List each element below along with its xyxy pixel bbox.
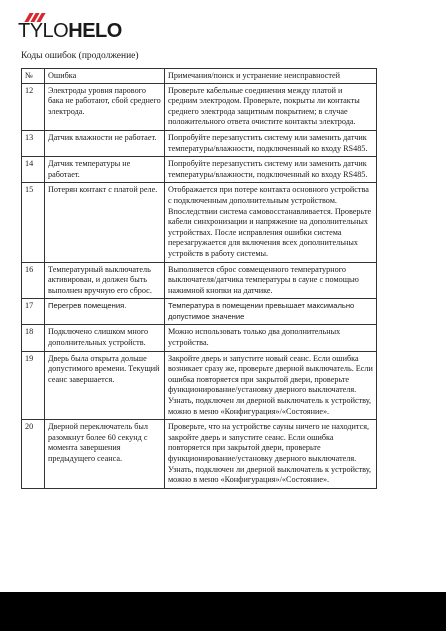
brand-wordmark (18, 21, 122, 41)
error-description-cell: Потерян контакт с платой реле. (45, 183, 165, 262)
error-number-cell: 14 (22, 157, 45, 183)
error-notes-cell: Закройте дверь и запустите новый сеанс. Если ошибка возникает сразу же, проверьте дверной выключатель. Если ошибка повторяется при закрытой двери, проверьте функционирование/установку дверного выключателя. Узнать, подключен ли дверной выключатель к устройству, можно в меню «Конфигурация»/«Состояние». (165, 351, 377, 420)
error-number-cell: 20 (22, 420, 45, 489)
error-notes-cell: Температура в помещении превышает максимально допустимое значение (165, 299, 377, 325)
error-notes-cell: Проверьте, что на устройстве сауны ничего не находится, закройте дверь и запустите сеанс. Если ошибка повторяется при закрытой двери, проверьте функционирование/установку дверного выключателя. Узнать, подключен ли дверной выключатель к устройству, можно в меню «Конфигурация»/«Состояние». (165, 420, 377, 489)
bottom-band (0, 592, 446, 631)
table-row (22, 420, 377, 489)
error-description-cell: Подключено слишком много дополнительных устройств. (45, 325, 165, 351)
error-description-cell: Температурный выключатель активирован, и должен быть выполнен вручную его сброс. (45, 262, 165, 299)
table-row (22, 325, 377, 351)
error-notes-cell: Выполняется сброс совмещенного температурного выключателя/датчика температуры в сауне с помощью нажимной кнопки на датчике. (165, 262, 377, 299)
error-description-cell: Датчик температуры не работает. (45, 157, 165, 183)
error-number-cell: 17 (22, 299, 45, 325)
error-notes-cell: Отображается при потере контакта основного устройства с подключенным дополнительным устройством. Впоследствии система самовосстанавливается. Проверьте кабели синхронизации и напряжение на дополнительных устройствах. После исправления ошибки система перезагружается для включения всех дополнительных устройств в работу системы. (165, 183, 377, 262)
table-header-row (22, 69, 377, 84)
header-number: № (22, 69, 45, 84)
error-codes-table (21, 68, 377, 489)
header-error: Ошибка (45, 69, 165, 84)
error-notes-cell: Попробуйте перезапустить систему или заменить датчик температуры/влажности, подключенный ко входу RS485. (165, 130, 377, 156)
error-number-cell: 19 (22, 351, 45, 420)
section-title: Коды ошибок (продолжение) (21, 51, 139, 61)
error-description-cell: Перегрев помещения. (45, 299, 165, 325)
error-notes-cell: Можно использовать только два дополнительных устройства. (165, 325, 377, 351)
error-number-cell: 15 (22, 183, 45, 262)
table-row (22, 157, 377, 183)
error-number-cell: 16 (22, 262, 45, 299)
table-row (22, 299, 377, 325)
table-row (22, 83, 377, 130)
table-row (22, 130, 377, 156)
header-notes: Примечания/поиск и устранение неисправностей (165, 69, 377, 84)
error-number-cell: 13 (22, 130, 45, 156)
table-row (22, 183, 377, 262)
error-description-cell: Дверь была открыта дольше допустимого времени. Текущий сеанс завершается. (45, 351, 165, 420)
brand-name-part1: TYLO (18, 20, 69, 42)
error-description-cell: Дверной переключатель был разомкнут более 60 секунд с момента завершения предыдущего сеанса. (45, 420, 165, 489)
error-description-cell: Датчик влажности не работает. (45, 130, 165, 156)
error-notes-cell: Попробуйте перезапустить систему или заменить датчик температуры/влажности, подключенный ко входу RS485. (165, 157, 377, 183)
brand-name-part2: HELO (68, 20, 122, 42)
error-number-cell: 18 (22, 325, 45, 351)
error-notes-cell: Проверьте кабельные соединения между платой и средним электродом. Проверьте, покрыты ли контакты среднего электрода защитным покрытием; в случае положительного ответа очистите контакты электрода. (165, 83, 377, 130)
error-description-cell: Электроды уровня парового бака не работают, сбой среднего электрода. (45, 83, 165, 130)
table-row (22, 351, 377, 420)
table-row (22, 262, 377, 299)
error-number-cell: 12 (22, 83, 45, 130)
